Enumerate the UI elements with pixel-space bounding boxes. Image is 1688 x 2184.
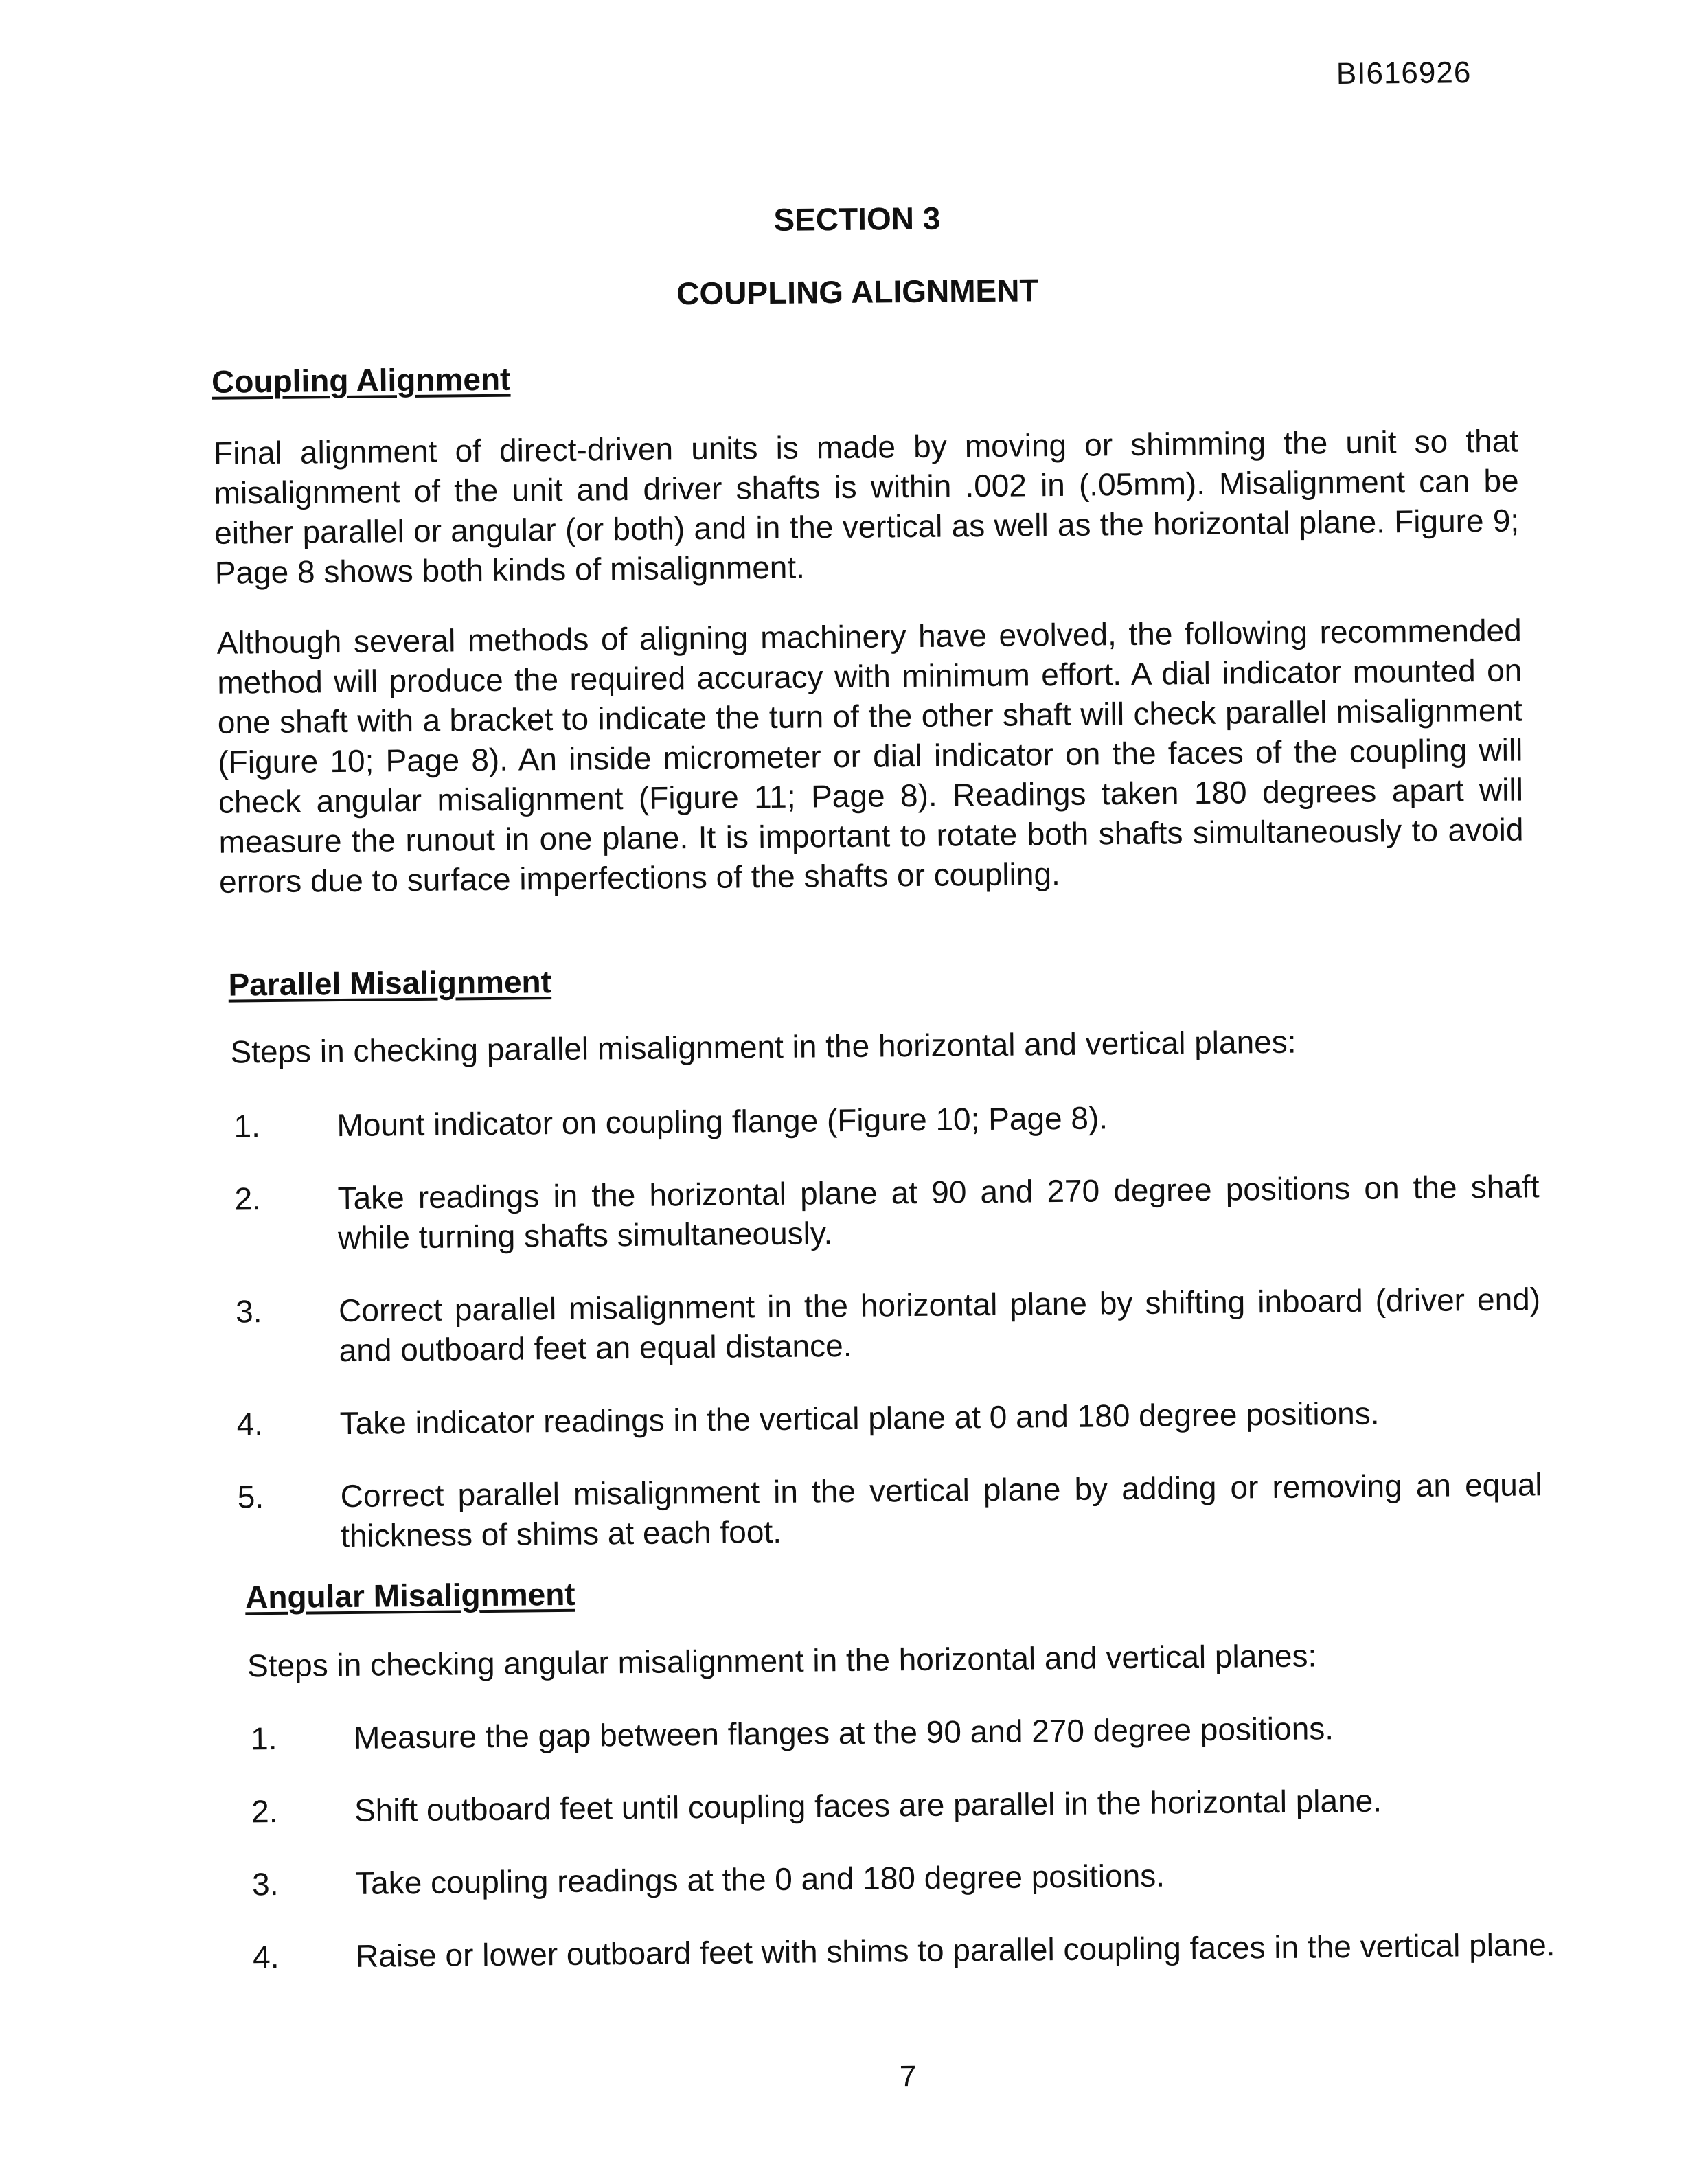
step-number: 3. <box>251 1865 279 1902</box>
list-item <box>236 1391 1541 1444</box>
step-text: Measure the gap between flanges at the 90 and 270 degree positions. <box>353 1710 1334 1755</box>
coupling-alignment-heading: Coupling Alignment <box>211 361 511 400</box>
parallel-misalignment-heading: Parallel Misalignment <box>228 964 552 1003</box>
section-number: SECTION 3 <box>773 200 941 238</box>
step-number: 5. <box>237 1479 264 1515</box>
document-id: BI616926 <box>1336 56 1472 91</box>
page-number: 7 <box>899 2060 917 2094</box>
step-number: 3. <box>235 1293 262 1330</box>
step-number: 2. <box>234 1181 262 1217</box>
list-item <box>237 1464 1542 1556</box>
parallel-misalignment-intro: Steps in checking parallel misalignment in the horizontal and vertical planes: <box>230 1023 1297 1070</box>
list-item <box>236 1279 1541 1371</box>
step-text: Take readings in the horizontal plane at 90 and 270 degree positions on the shaft while turning shafts simultaneously. <box>337 1168 1540 1256</box>
list-item <box>234 1166 1540 1258</box>
list-item <box>251 1779 1556 1831</box>
angular-misalignment-steps <box>251 1706 1558 1977</box>
parallel-misalignment-steps <box>233 1093 1542 1556</box>
list-item <box>253 1924 1558 1977</box>
step-text: Correct parallel misalignment in the horizontal plane by shifting inboard (driver end) and outboard feet an equal distance. <box>338 1281 1541 1369</box>
step-text: Take indicator readings in the vertical plane at 0 and 180 degree positions. <box>339 1395 1380 1442</box>
list-item <box>233 1093 1538 1146</box>
section-title: COUPLING ALIGNMENT <box>676 272 1039 312</box>
angular-misalignment-intro: Steps in checking angular misalignment in the horizontal and vertical planes: <box>247 1637 1317 1684</box>
angular-misalignment-heading: Angular Misalignment <box>244 1576 575 1615</box>
step-number: 1. <box>233 1108 261 1144</box>
coupling-alignment-paragraph-2: Although several methods of aligning machinery have evolved, the following recommended method will produce the required accuracy with minimum effort. A dial indicator mounted on one shaft with a bracket to indicate the turn of the other shaft will check parallel misalignment (Figure 10; Page 8). An inside micrometer or dial indicator on the faces of the coupling will check angular misalignment (Figure 11; Page 8). Readings taken 180 degrees apart will measure the runout in one plane. It is important to rotate both shafts simultaneously to avoid errors due to surface imperfections of the shafts or coupling. <box>216 612 1524 900</box>
step-number: 2. <box>251 1793 278 1830</box>
coupling-alignment-paragraph-1: Final alignment of direct-driven units is made by moving or shimming the unit so that misalignment of the unit and driver shafts is within .002 in (.05mm). Misalignment can be either parallel or angular (or both) and in the vertical as well as the horizontal plane. Figure 9; Page 8 shows both kinds of misalignment. <box>213 422 1520 591</box>
step-number: 4. <box>236 1406 264 1442</box>
step-text: Shift outboard feet until coupling faces are parallel in the horizontal plane. <box>354 1782 1382 1828</box>
list-item <box>251 1706 1555 1758</box>
step-text: Correct parallel misalignment in the vertical plane by adding or removing an equal thickness of shims at each foot. <box>340 1466 1542 1554</box>
step-number: 1. <box>250 1720 277 1757</box>
step-number: 4. <box>252 1938 280 1975</box>
step-text: Take coupling readings at the 0 and 180 degree positions. <box>354 1857 1165 1901</box>
list-item <box>252 1852 1557 1904</box>
step-text: Raise or lower outboard feet with shims to parallel coupling faces in the vertical plane. <box>355 1926 1555 1974</box>
step-text: Mount indicator on coupling flange (Figure 10; Page 8). <box>337 1100 1108 1144</box>
